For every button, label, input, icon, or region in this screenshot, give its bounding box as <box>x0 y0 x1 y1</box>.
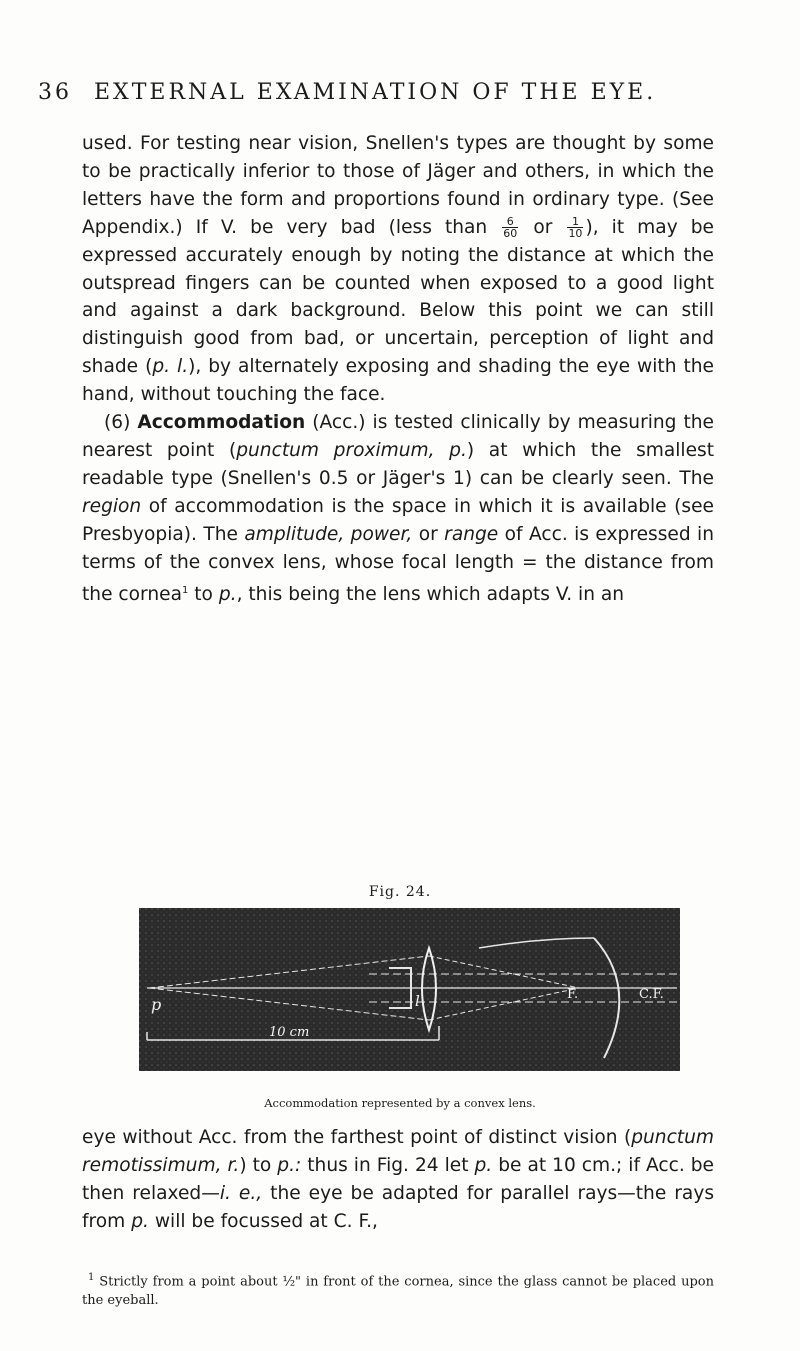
running-header <box>38 80 656 105</box>
dark-background <box>139 908 680 1071</box>
text-run: ), by alternately exposing and shading the eye with the hand, without touching the face. <box>82 356 714 406</box>
text-run: ) to <box>239 1154 278 1176</box>
text-run: of accommodation is the space in which it is available (see Presbyopia). The <box>82 495 714 545</box>
label-p: p <box>151 995 162 1014</box>
fraction-denominator: 10 <box>568 226 583 240</box>
label-scale: 10 cm <box>269 1025 310 1040</box>
figure-accommodation-lens <box>139 908 680 1071</box>
italic-term: region <box>82 495 142 517</box>
text-run: or <box>520 216 566 238</box>
section-number: (6) <box>104 412 138 434</box>
text-run: , this being the lens which adapts V. in an <box>236 583 625 605</box>
figure-caption: Accommodation represented by a convex lens. <box>264 1096 536 1110</box>
body-text-bottom <box>82 1124 714 1236</box>
body-text-top <box>82 130 714 609</box>
text-run: used. For testing near vision, Snellen's types are thought by some to be practically inferior to those of Jäger and others, in which the letters have the form and proportions found in ordinary type. (See Appendix.) If V. be very bad (less than <box>82 133 714 238</box>
footnote-marker: 1 <box>181 584 189 596</box>
text-run: ), it may be expressed accurately enough by noting the distance at which the outspread fingers can be counted when exposed to a good light and against a dark background. Below this point we can still distinguish good from bad, or uncertain, perception of light and shade ( <box>82 216 715 378</box>
text-run: eye without Acc. from the farthest point of distinct vision ( <box>82 1127 632 1148</box>
fraction-6-60 <box>502 216 518 239</box>
text-run: will be focussed at C. F., <box>148 1210 378 1232</box>
italic-term: p. l. <box>152 356 189 378</box>
text-run: ) at which the smallest readable type (Snellen's 0.5 or Jäger's 1) can be clearly seen. The <box>82 439 715 489</box>
bold-term: Accommodation <box>137 412 306 434</box>
italic-term: punctum remotissimum, r. <box>82 1127 714 1176</box>
label-l: l <box>415 992 420 1010</box>
italic-term: p. <box>474 1154 493 1176</box>
paragraph-near-vision <box>82 130 714 409</box>
footnote <box>82 1268 714 1310</box>
italic-term: punctum proximum, p. <box>236 439 467 461</box>
text-run: thus in Fig. 24 let <box>301 1154 475 1176</box>
text-run: be at 10 cm.; if Acc. be then relaxed— <box>82 1154 714 1204</box>
running-title: EXTERNAL EXAMINATION OF THE EYE. <box>94 80 657 105</box>
fraction-1-10 <box>567 216 583 239</box>
text-run: of Acc. is expressed in terms of the convex lens, whose focal length = the distance from the cornea <box>82 523 714 605</box>
footnote-text: Strictly from a point about ½" in front of the cornea, since the glass cannot be placed upon the eyeball. <box>82 1274 714 1309</box>
label-focus: F. <box>567 987 579 1002</box>
italic-term: i. e., <box>219 1182 263 1204</box>
paragraph-accommodation <box>82 409 714 609</box>
italic-term: p.: <box>277 1154 302 1176</box>
lens-diagram <box>139 908 680 1071</box>
italic-term: p. <box>131 1210 149 1232</box>
paragraph-far-point <box>82 1124 714 1236</box>
label-cornea-focus: C.F. <box>639 987 664 1002</box>
italic-term: amplitude, power, <box>244 523 413 545</box>
text-run: to <box>188 583 219 605</box>
footnote-marker: 1 <box>88 1272 95 1283</box>
text-run: or <box>412 523 445 545</box>
fraction-numerator: 6 <box>502 216 518 228</box>
figure-label: Fig. 24. <box>368 884 432 900</box>
text-run: the eye be adapted for parallel rays—the rays from <box>82 1182 715 1232</box>
page-number: 36 <box>38 80 72 105</box>
text-run: (Acc.) is tested clinically by measuring the nearest point ( <box>82 412 715 461</box>
fraction-numerator: 1 <box>567 216 583 228</box>
italic-term: range <box>444 523 499 545</box>
fraction-denominator: 60 <box>503 226 518 240</box>
italic-term: p. <box>218 583 237 605</box>
